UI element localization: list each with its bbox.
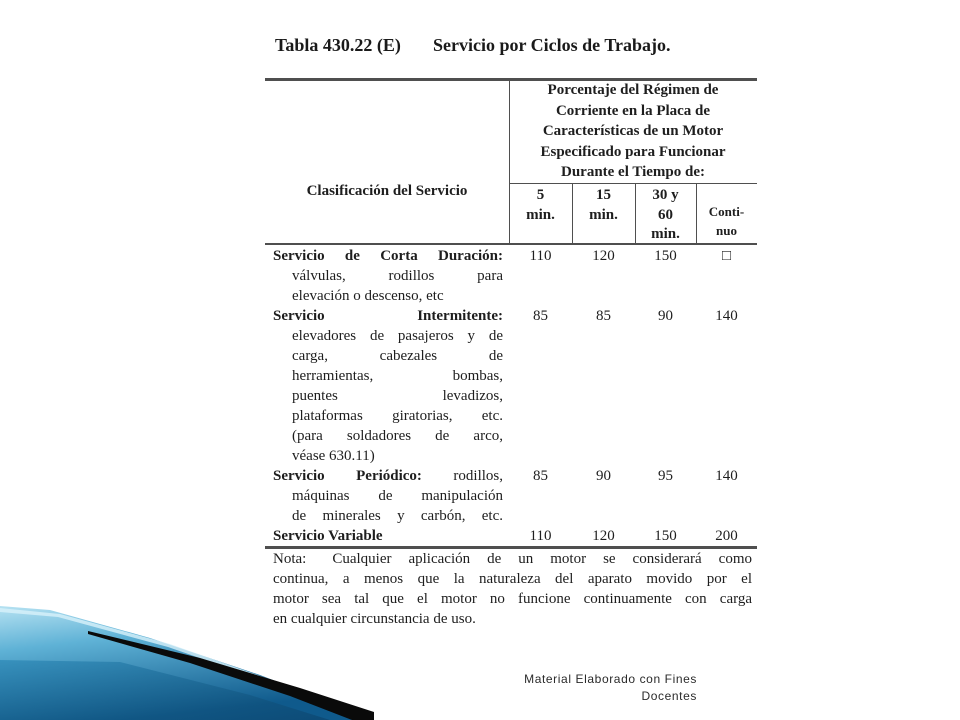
row-desc-line: plataformas giratorias, etc. xyxy=(292,408,503,424)
row-desc-line: elevadores de pasajeros y de xyxy=(292,328,503,344)
table-caption: Servicio por Ciclos de Trabajo. xyxy=(433,35,671,55)
row-name: Servicio Intermitente: xyxy=(273,308,503,324)
cell-value: 90 xyxy=(596,468,611,484)
subheader-line: 15 xyxy=(596,187,611,203)
time-header-continuo xyxy=(696,202,757,240)
cell-value: 150 xyxy=(654,248,677,264)
cell-value: 200 xyxy=(715,528,738,544)
row-desc-line: válvulas, rodillos para xyxy=(292,268,503,284)
footer-credit xyxy=(524,671,697,705)
cell-value: 85 xyxy=(596,308,611,324)
decorative-swoosh xyxy=(0,600,400,720)
row-name: Servicio de Corta Duración: xyxy=(273,248,503,264)
row-name: Servicio Variable xyxy=(273,528,383,544)
header-line: Especificado para Funcionar xyxy=(540,143,726,160)
cell-value: 140 xyxy=(715,468,738,484)
note-line xyxy=(273,549,752,569)
row-desc-line: véase 630.11) xyxy=(292,448,375,464)
cell-value: 90 xyxy=(658,308,673,324)
row-desc-line: carga, cabezales de xyxy=(292,348,503,364)
subheader-line: 5 xyxy=(536,187,545,203)
time-header-15-min xyxy=(572,186,635,225)
subheader-line: 60 xyxy=(658,206,673,223)
subheader-line: min. xyxy=(589,206,618,223)
cell-value: 150 xyxy=(654,528,677,544)
note-line: en cualquier circunstancia de uso. xyxy=(273,611,476,627)
table-number: Tabla 430.22 (E) xyxy=(275,35,401,55)
row-title xyxy=(273,306,503,326)
subheader-line: nuo xyxy=(716,223,737,238)
cell-value: 110 xyxy=(529,528,552,544)
row-desc-line: (para soldadores de arco, xyxy=(292,428,503,444)
subheader-line: Conti- xyxy=(708,204,745,219)
cell-value: 95 xyxy=(658,468,673,484)
subheader-rule xyxy=(509,183,757,184)
note-line: continua, a menos que la naturaleza del aparato movido por el xyxy=(273,571,752,587)
time-header-30-60-min xyxy=(635,186,696,245)
header-line: Durante el Tiempo de: xyxy=(560,164,706,180)
row-title xyxy=(273,246,503,266)
cell-value: 140 xyxy=(715,308,738,324)
cell-value: 120 xyxy=(592,248,615,264)
classification-header: Clasificación del Servicio xyxy=(306,183,468,199)
cell-value: 120 xyxy=(592,528,615,544)
cell-value: □ xyxy=(721,248,732,264)
header-line: Porcentaje del Régimen de xyxy=(547,82,719,98)
subheader-line: 30 y xyxy=(652,187,679,203)
time-header-5-min xyxy=(509,186,572,225)
footer-line: Docentes xyxy=(641,689,697,703)
subheader-line: min. xyxy=(651,226,680,242)
row-name: Servicio Periódico: xyxy=(273,468,422,484)
row-name-tail: rodillos, xyxy=(453,468,503,484)
note-text: Cualquier aplicación de un motor se considerará como xyxy=(332,551,752,567)
row-desc-line: de minerales y carbón, etc. xyxy=(292,508,503,524)
row-desc-line: puentes levadizos, xyxy=(292,388,503,404)
header-line: Corriente en la Placa de xyxy=(555,102,711,119)
service-classifications xyxy=(273,246,503,546)
row-desc-line: máquinas de manipulación xyxy=(292,488,503,504)
row-desc-line: herramientas, bombas, xyxy=(292,368,503,384)
row-title xyxy=(273,466,503,486)
cell-value: 85 xyxy=(533,468,548,484)
cell-value: 110 xyxy=(529,248,552,264)
footer-line: Material Elaborado con Fines xyxy=(524,672,697,686)
note-line: motor sea tal que el motor no funcione continuamente con carga xyxy=(273,591,752,607)
row-desc-line: elevación o descenso, etc xyxy=(292,288,444,304)
subheader-line: min. xyxy=(526,206,555,223)
percentage-header xyxy=(509,80,757,183)
cell-value: 85 xyxy=(533,308,548,324)
header-line: Características de un Motor xyxy=(542,123,724,139)
note-label: Nota: xyxy=(273,551,307,567)
row-title xyxy=(273,526,503,546)
